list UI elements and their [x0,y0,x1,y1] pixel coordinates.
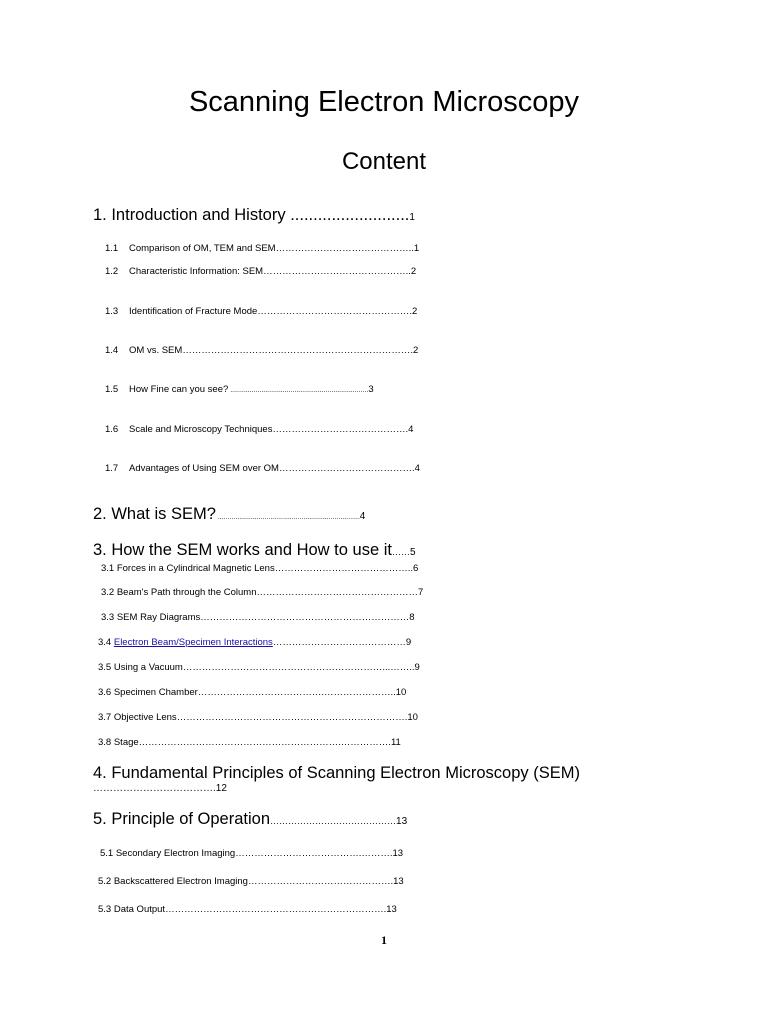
toc-item-prefix: 3.4 [98,637,114,648]
toc-section-4[interactable] [93,764,580,783]
toc-leader-dots: …… [391,547,410,557]
toc-item-text: 3.6 Specimen Chamber [98,687,198,698]
toc-page-number: 4 [408,424,414,435]
toc-item-text: OM vs. SEM [129,345,183,356]
toc-page-number: 8 [409,612,415,623]
toc-leader-dots: ………………………………….………………….. [197,687,396,698]
toc-item-3-5[interactable] [98,662,420,673]
toc-item-text: 3.2 Beam's Path through the Column [101,587,257,598]
toc-item-number: 1.4 [105,345,119,356]
toc-page-number: 10 [395,687,407,698]
toc-section-1[interactable] [93,206,415,225]
toc-item-5-2[interactable] [98,876,404,887]
toc-item-number: 1.7 [105,463,119,474]
toc-item-3-7[interactable] [98,712,418,723]
toc-leader-dots: .......................... [290,206,410,224]
toc-item-text: Comparison of OM, TEM and SEM [129,243,276,254]
contents-heading: Content [341,148,427,175]
toc-leader-dots: ……………………………………. [278,463,415,474]
toc-item-1-3[interactable] [105,306,417,317]
electron-beam-interactions-link[interactable]: Electron Beam/Specimen Interactions [113,637,273,648]
toc-leader-dots: ………………………………………………………………. [176,712,408,723]
toc-item-text: 3.7 Objective Lens [98,712,177,723]
toc-item-text: How Fine can you see? [129,384,229,395]
toc-page-number: 10 [407,712,418,723]
toc-item-number: 1.3 [105,306,119,317]
toc-page-number: 4 [359,511,366,522]
toc-item-3-2[interactable] [101,587,423,598]
document-title: Scanning Electron Microscopy [188,86,580,118]
toc-item-text: 3.3 SEM Ray Diagrams [101,612,201,623]
toc-section-title: 1. Introduction and History [93,206,286,224]
toc-leader-dots: ………………………………………………………………. [182,345,413,356]
toc-leader-dots: ......................................................................... [215,514,360,521]
toc-item-3-8[interactable] [98,737,401,748]
toc-item-1-7[interactable] [105,463,420,474]
toc-leader-dots: …………………………………….. [275,243,414,254]
toc-item-number: 1.2 [105,266,119,277]
toc-page-number: 6 [413,563,419,574]
toc-item-text: 3.8 Stage [98,737,139,748]
toc-leader-dots: …………………………………… [270,816,397,826]
toc-section-title: 3. How the SEM works and How to use it [93,541,392,559]
toc-leader-dots: ....................................................................... [228,387,369,394]
toc-item-3-4[interactable] [98,637,411,648]
toc-leader-dots: ………………………………. [93,783,216,794]
toc-section-title: 2. What is SEM? [93,505,216,523]
toc-item-text: 5.1 Secondary Electron Imaging [100,848,236,859]
toc-page-number: 3 [368,384,374,395]
toc-page-number: 2 [410,266,417,277]
toc-page-number: 1 [409,212,415,223]
toc-section-title: 5. Principle of Operation [93,810,271,828]
toc-item-text: Scale and Microscopy Techniques [129,424,273,435]
toc-item-5-1[interactable] [100,848,403,859]
toc-leader-dots: ………………………………………………………...…….. [182,662,415,673]
toc-page-number: 1 [413,243,420,254]
toc-page-number: 7 [418,587,424,598]
toc-page-number: 11 [390,737,401,748]
toc-leader-dots: ……………………………………. [272,424,409,435]
toc-section-3[interactable] [93,541,416,560]
toc-leader-dots: ………………………………….………. [235,848,393,859]
toc-item-1-2[interactable] [105,266,416,277]
toc-page-number: 13 [386,904,397,915]
toc-leader-dots: ……………………………………………………………. [165,904,387,915]
toc-item-1-6[interactable] [105,424,413,435]
toc-item-3-3[interactable] [101,612,415,623]
toc-item-text: 5.2 Backscattered Electron Imaging [98,876,248,887]
toc-item-1-4[interactable] [105,345,418,356]
toc-page-number: 5 [409,547,416,558]
toc-leader-dots: …………………………………… [272,637,406,648]
toc-item-5-3[interactable] [98,904,397,915]
toc-page-number: 2 [411,306,418,317]
toc-page-number: 13 [396,816,408,827]
toc-page-number: 4 [414,463,420,474]
toc-leader-dots: …………………………………………… [256,587,418,598]
toc-item-text: Characteristic Information: SEM [129,266,264,277]
toc-item-number: 1.6 [105,424,119,435]
toc-leader-dots: ……………………………………………………….……………. [138,737,391,748]
toc-item-3-1[interactable] [101,563,418,574]
toc-item-text: 5.3 Data Output [98,904,166,915]
toc-page-number: 13 [393,876,404,887]
toc-leader-dots: …………………………………………. [257,306,412,317]
toc-page-number: 9 [414,662,420,673]
toc-page-number: 2 [412,345,419,356]
toc-section-2[interactable] [93,505,365,524]
toc-section-4-leader [93,783,227,794]
toc-page-number: 9 [405,637,412,648]
toc-leader-dots: ………………………………………………………… [200,612,410,623]
toc-item-1-1[interactable] [105,243,419,254]
toc-section-title: 4. Fundamental Principles of Scanning Electron Microscopy (SEM) [93,764,580,782]
page-number-footer: 1 [381,933,387,947]
toc-page-number: 13 [392,848,404,859]
toc-item-text: Identification of Fracture Mode [129,306,258,317]
toc-page-number: 12 [215,783,227,794]
toc-section-5[interactable] [93,810,407,829]
toc-item-number: 1.1 [105,243,119,254]
toc-item-text: 3.5 Using a Vacuum [98,662,183,673]
toc-item-number: 1.5 [105,384,119,395]
toc-item-1-5[interactable] [105,384,374,395]
toc-item-3-6[interactable] [98,687,406,698]
toc-leader-dots: ……………………………………….. [263,266,411,277]
toc-item-text: 3.1 Forces in a Cylindrical Magnetic Lens [101,563,275,574]
toc-item-text: Advantages of Using SEM over OM [129,463,279,474]
toc-leader-dots: ………………………………………. [247,876,394,887]
toc-leader-dots: …………………………………….. [274,563,413,574]
